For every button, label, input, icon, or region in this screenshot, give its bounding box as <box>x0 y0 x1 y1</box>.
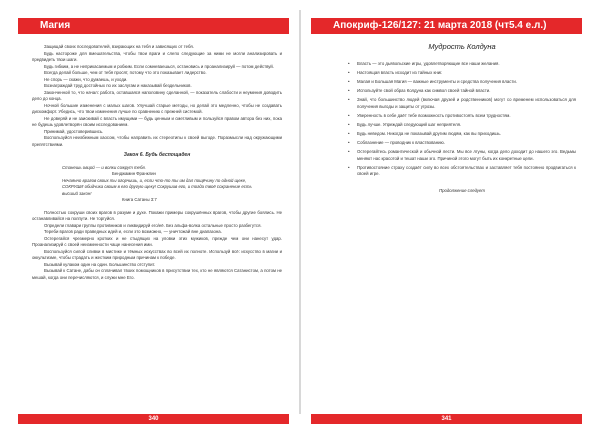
list-item <box>348 122 576 129</box>
paragraph: Вызывай к Сатане, дабы он сплачивал твоих помощников в присутствии тех, кто не являются Сатанистом, а потом не мешай, когда они перечисляются, и служи мне Его. <box>32 268 282 280</box>
continuation-note: Продолжение следует <box>439 187 485 193</box>
paragraph: Определи главари группы противников и ликвидируй его/её. Без альфа-волка остальные просто разбегутся. <box>44 222 262 228</box>
list-item-text: Знай, что большинство людей (включая друзей и родственников) могут со временем использоваться для получения выгоды и защиты от угрозы. <box>357 97 576 109</box>
list-item <box>348 61 576 68</box>
list-item-text: Используйте свой образ Колдуна как символ своей тайной власти. <box>357 88 491 94</box>
paragraph: Защищай своих последователей, взирающих на тебя и зависящих от тебя. <box>44 44 194 49</box>
paragraph: Остерегайся чрезмерно кротких и не стыдящих на уловки этих мужиков, прежде чем они нанесут удар. Проанализируй с своей неизменности чаще нанесения ими. <box>32 235 282 247</box>
list-item-text: Остерегайтесь романтической и обычной лести. Мы все лгуны, когда дело доходит до нашего эго. Ведьмы меняют нас красотой и тешат наши эго. Причиной этого могут быть их конкретные цели. <box>357 149 576 161</box>
paragraph: Ночной большие изменения с малых шагов. Улучшай старые методы, но делай это медленно, чтобы не создавать дискомфорт. Убедись, что твои изменения лучше по сравнению с прежней системой. <box>32 102 282 114</box>
paragraph: Всегда делай больше, чем от тебя просят, потому что это показывает лидерство. <box>44 70 207 75</box>
left-page-header <box>18 18 289 34</box>
left-header-title: Магия <box>40 20 71 31</box>
right-page-footer <box>311 414 582 424</box>
paragraph: Законченной то, что начал: работа, оставшаяся наполовину сделанной, — показатель слабости и неумения доводить дело до конца. <box>32 89 282 101</box>
paragraph: Будь гибким, а не неприкасаемым и робким. Если сомневаешься, остановись и проанализируй — потом действуй. <box>44 63 275 69</box>
bullet-icon: • <box>348 149 350 155</box>
bullet-icon: • <box>348 140 350 146</box>
list-item <box>348 70 576 77</box>
quote-line: Нечаянно врагов своих ты огорчишь, и, если что-то ты им дал пощёчину по одной щеке, СОКРУШИ обидчика своим в его другую щеку! Сокрушив его, и тогда твоё сохранение есть высший закон! <box>62 177 252 196</box>
bullet-icon: • <box>348 122 350 128</box>
bullet-icon: • <box>348 131 350 137</box>
list-item <box>348 131 576 138</box>
quote-line: Станешь овцой — и волки сожрут тебя. <box>62 164 146 170</box>
list-item <box>348 140 576 147</box>
list-item <box>348 97 576 110</box>
left-page-footer <box>18 414 289 424</box>
list-item-text: Власть — это дьявольские игры, удовлетворяющие все наши желания. <box>357 61 500 66</box>
bullet-icon: • <box>348 79 350 85</box>
quote-source: Книга Сатаны 3:7 <box>122 197 157 202</box>
quote-author: Бенджамин Франклин <box>112 171 156 176</box>
list-item-text: Уверенность в себе даёт тебе возможность противостоять всем трудностям. <box>357 112 511 118</box>
paragraph: Вызывай кулаком один на один. Большинство отступит. <box>44 261 156 267</box>
paragraph: Не спорь — скажи, что думаешь, и уходи. <box>44 76 128 82</box>
bullet-icon: • <box>348 164 350 170</box>
bullet-icon: • <box>348 70 350 76</box>
page-gutter <box>299 10 301 414</box>
article-title: Мудрость Колдуна <box>428 42 496 51</box>
paragraph: Будь настороже для вмешательства, чтобы твои враги и слепо следующие за ними не могли анализировать и предвидеть твои шаги. <box>32 50 282 62</box>
bullet-icon: • <box>348 97 350 103</box>
list-item <box>348 113 576 120</box>
list-item <box>348 165 576 178</box>
list-item <box>348 88 576 95</box>
right-header-title: Апокриф-126/127: 21 марта 2018 (чт5.4 е.л.) <box>333 20 547 31</box>
paragraph: Вознаграждай труд достойных по их заслугам и наказывай бездельников. <box>44 83 192 88</box>
paragraph: Принимай, удостоверившись. <box>44 128 104 134</box>
list-item-text: Будь неведом. Никогда не показывай другим людям, как вы приходишь. <box>357 131 501 137</box>
paragraph: Воспользуйся силой сливки в мистике и тёмных искусствах во всей их полноте. Используй всё: искусство в магии и оккультизме, чтобы страдать и жестким природным причинам к победе. <box>32 248 282 260</box>
wisdom-list <box>348 61 576 178</box>
list-item-text: Малая и Большая Магия — важные инструменты и средства получения власти. <box>357 79 517 85</box>
list-item-text: Соблазнение — проводник к властвованию. <box>357 140 445 146</box>
list-item-text: Противостояние страху создаёт силу во всех обстоятельствах и заставляет тебя постоянно продвигаться к своей игре. <box>357 164 576 177</box>
list-item-text: Будь лучше. Упреждай следующий шаг неприятеля. <box>357 122 462 128</box>
paragraph: Воспользуйся неизбежным хаосом, чтобы направить их стереотипы к своей выгоде. Поразмысли над окружающими препятствиями. <box>32 135 282 147</box>
paragraph: Полностью сокруши своих врагов в разуме и духе. Покажи примеры сокрушённых врагов, чтобы другие боялись. Не останавливайся на полпути. Не торгуйся. <box>32 209 282 221</box>
right-page-header <box>311 18 582 34</box>
list-item <box>348 149 576 162</box>
paragraph: Не доверяй и не заискивай с власть имущими — будь ценным и сметливым и пользуйся правом автора без них, пока не будешь удовлетворён своим исследованием. <box>32 115 282 127</box>
bullet-icon: • <box>348 88 350 94</box>
page-number-left: 340 <box>148 416 159 422</box>
bullet-icon: • <box>348 112 350 118</box>
list-item-text: Настоящая власть исходит из тайных книг. <box>357 70 443 76</box>
right-column <box>348 44 576 194</box>
paragraph: Тереби врагов ради праведных идей и, если это возможно, — уничтожай вне диапазона. <box>44 229 222 234</box>
section-title: Закон 6. Будь беспощаден <box>123 152 191 158</box>
page-number-right: 341 <box>441 416 452 422</box>
epigraph-quote <box>62 165 258 204</box>
list-item <box>348 79 576 86</box>
left-column <box>32 44 282 281</box>
bullet-icon: • <box>348 61 350 66</box>
